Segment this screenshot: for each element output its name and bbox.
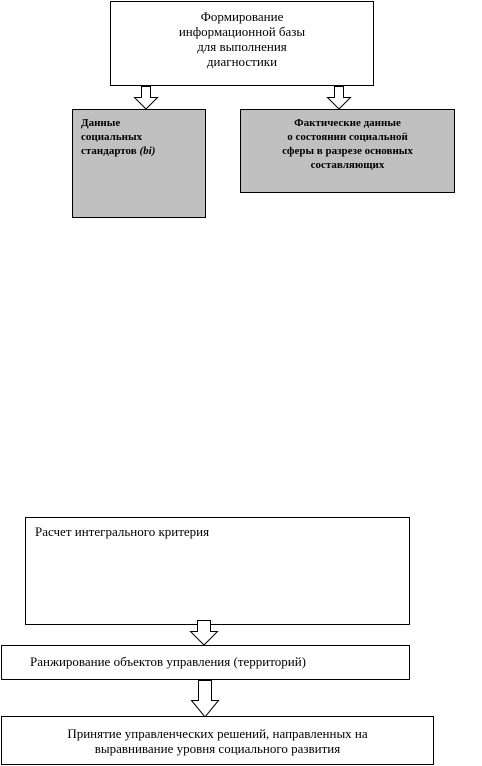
social-standards-line-2: социальных bbox=[81, 131, 143, 143]
arrow-down-icon bbox=[190, 680, 220, 718]
social-standards-box bbox=[72, 109, 206, 218]
actual-data-box bbox=[240, 109, 455, 193]
arrow-down-icon bbox=[325, 86, 353, 110]
decision-line-2: выравнивание уровня социального развития bbox=[94, 741, 341, 756]
actual-data-line-1: Фактические данные bbox=[294, 117, 401, 129]
ranking-box bbox=[1, 645, 410, 680]
decision-box bbox=[1, 716, 434, 765]
decision-line-1: Принятие управленческих решений, направленных на bbox=[67, 726, 368, 741]
social-standards-line-3-text: стандартов bbox=[81, 145, 140, 157]
info-base-line-4: диагностики bbox=[206, 54, 278, 69]
integral-criterion-box bbox=[25, 517, 410, 625]
info-base-line-2: информационной базы bbox=[178, 24, 306, 39]
social-standards-line-3 bbox=[81, 144, 205, 158]
info-base-box bbox=[110, 1, 374, 86]
social-standards-line-1: Данные bbox=[81, 117, 121, 129]
ranking-text: Ранжирование объектов управления (территорий) bbox=[30, 654, 306, 669]
info-base-line-3: для выполнения bbox=[197, 39, 287, 54]
integral-criterion-text: Расчет интегрального критерия bbox=[35, 524, 210, 539]
actual-data-line-3: сферы в разрезе основных bbox=[282, 145, 413, 157]
social-standards-bi: (bi) bbox=[139, 145, 156, 157]
arrow-down-icon bbox=[189, 620, 219, 646]
actual-data-line-2: о состоянии социальной bbox=[287, 131, 408, 143]
arrow-down-icon bbox=[132, 86, 160, 110]
info-base-line-1: Формирование bbox=[200, 9, 284, 24]
actual-data-line-4: составляющих bbox=[310, 159, 385, 171]
